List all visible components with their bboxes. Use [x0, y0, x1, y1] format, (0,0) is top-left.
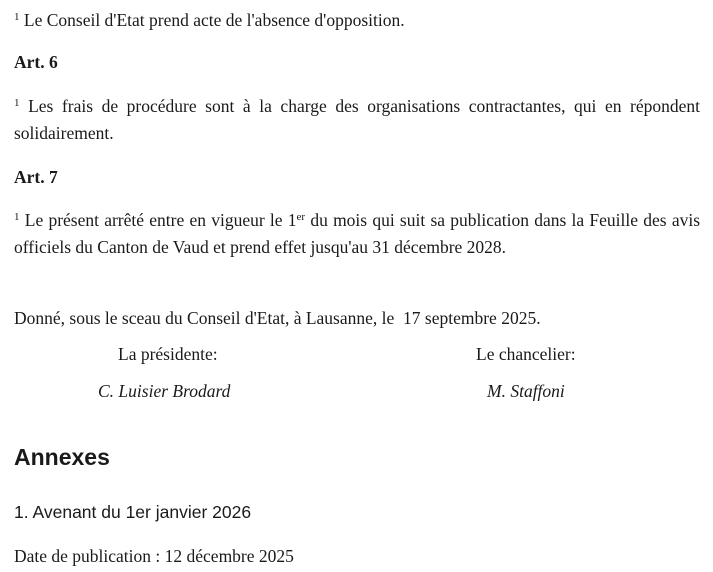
paragraph-text: Les frais de procédure sont à la charge des organisations contractantes, qui en répondent solidairement. — [14, 96, 701, 143]
signature-title-president: La présidente: — [118, 344, 218, 364]
paragraph-marker: 1 — [14, 11, 20, 23]
article-5-paragraph-1 — [14, 7, 700, 34]
article-6-paragraph-1 — [14, 93, 700, 147]
publication-date: Date de publication : 12 décembre 2025 — [14, 546, 294, 566]
given-at-line — [14, 305, 700, 332]
paragraph-marker: 1 — [14, 97, 20, 109]
paragraph-text-after: du mois qui suit sa publication dans la Feuille des avis officiels du Canton de Vaud et prend effet jusqu'au 31 décembre 2028. — [14, 210, 701, 257]
article-7-heading: Art. 7 — [14, 167, 58, 187]
paragraph-marker: 1 — [14, 211, 20, 223]
paragraph-text: Le Conseil d'Etat prend acte de l'absence d'opposition. — [23, 10, 405, 30]
signature-name-chancellor: M. Staffoni — [487, 381, 565, 401]
article-6-heading: Art. 6 — [14, 52, 58, 72]
paragraph-text-before: Le présent arrêté entre en vigueur le 1 — [24, 210, 297, 230]
ordinal-superscript: er — [296, 211, 306, 223]
article-7-paragraph-1 — [14, 207, 700, 261]
signature-title-chancellor: Le chancelier: — [476, 344, 576, 364]
signature-name-president: C. Luisier Brodard — [98, 381, 231, 401]
annexes-heading: Annexes — [14, 444, 110, 470]
annex-item-link[interactable]: 1. Avenant du 1er janvier 2026 — [14, 502, 252, 522]
given-text: Donné, sous le sceau du Conseil d'Etat, à Lausanne, le — [14, 308, 395, 328]
given-date: 17 septembre 2025. — [403, 308, 541, 328]
